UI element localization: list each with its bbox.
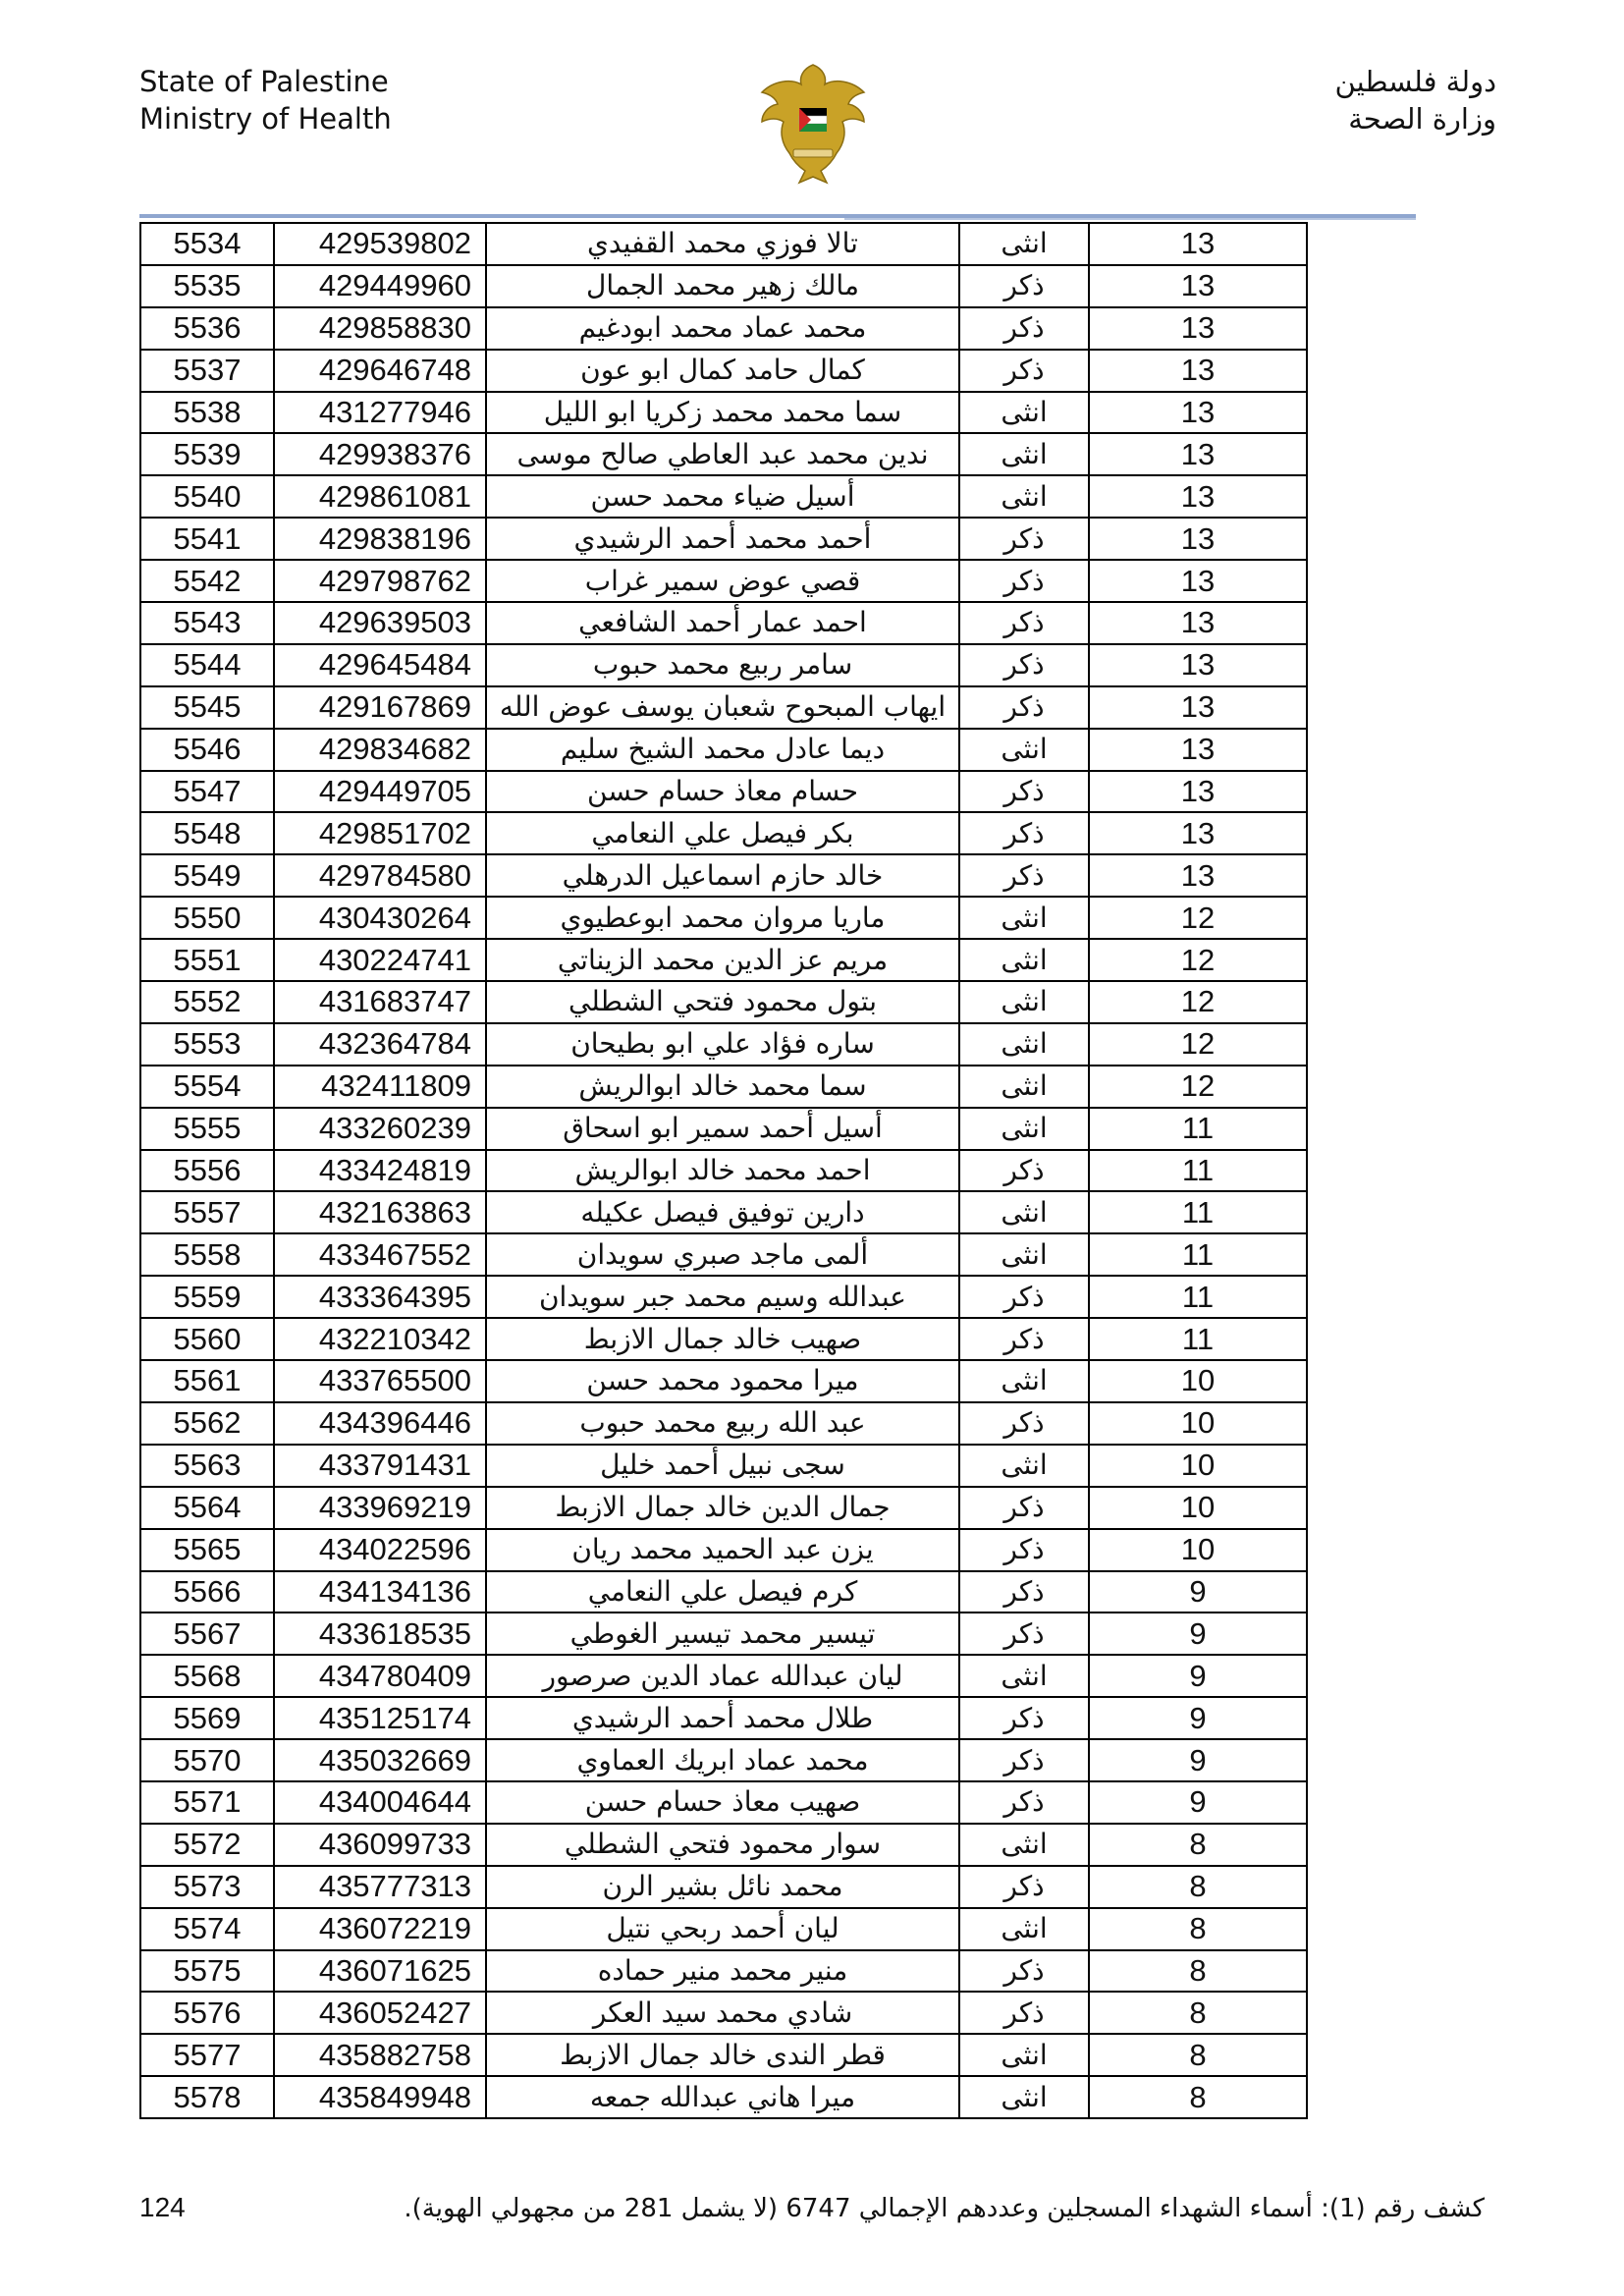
table-row: [140, 518, 1307, 560]
gender-cell: انثى: [959, 1655, 1089, 1697]
table-row: [140, 1866, 1307, 1908]
table-row: [140, 1950, 1307, 1993]
row-number-cell: 5567: [140, 1613, 274, 1655]
row-number-cell: 5552: [140, 981, 274, 1023]
id-number-cell: 433424819: [274, 1150, 486, 1192]
id-number-cell: 432411809: [274, 1066, 486, 1108]
age-cell: 11: [1089, 1276, 1307, 1318]
id-number-cell: 434134136: [274, 1571, 486, 1613]
table-row: [140, 812, 1307, 854]
id-number-cell: 434396446: [274, 1402, 486, 1445]
table-row: [140, 686, 1307, 729]
age-cell: 8: [1089, 1824, 1307, 1866]
full-name-cell: احمد محمد خالد ابوالريش: [486, 1150, 959, 1192]
age-cell: 8: [1089, 2034, 1307, 2076]
age-cell: 13: [1089, 686, 1307, 729]
full-name-cell: سوار محمود فتحي الشطلي: [486, 1824, 959, 1866]
full-name-cell: بتول محمود فتحي الشطلي: [486, 981, 959, 1023]
id-number-cell: 433765500: [274, 1360, 486, 1402]
id-number-cell: 433618535: [274, 1613, 486, 1655]
table-row: [140, 433, 1307, 475]
row-number-cell: 5555: [140, 1108, 274, 1150]
row-number-cell: 5551: [140, 939, 274, 981]
age-cell: 8: [1089, 1992, 1307, 2034]
age-cell: 10: [1089, 1360, 1307, 1402]
header-arabic: [1335, 63, 1496, 137]
id-number-cell: 433969219: [274, 1487, 486, 1529]
table-row: [140, 1066, 1307, 1108]
row-number-cell: 5554: [140, 1066, 274, 1108]
gender-cell: انثى: [959, 1233, 1089, 1276]
full-name-cell: سما محمد محمد زكريا ابو الليل: [486, 392, 959, 434]
table-row: [140, 1276, 1307, 1318]
full-name-cell: سجى نبيل أحمد خليل: [486, 1445, 959, 1487]
gender-cell: ذكر: [959, 1529, 1089, 1571]
full-name-cell: ليان عبدالله عماد الدين صرصور: [486, 1655, 959, 1697]
id-number-cell: 431277946: [274, 392, 486, 434]
table-row: [140, 939, 1307, 981]
row-number-cell: 5539: [140, 433, 274, 475]
age-cell: 13: [1089, 223, 1307, 265]
header-ministry-ar: وزارة الصحة: [1348, 102, 1496, 136]
table-row: [140, 1318, 1307, 1360]
row-number-cell: 5578: [140, 2076, 274, 2118]
full-name-cell: احمد عمار أحمد الشافعي: [486, 602, 959, 644]
row-number-cell: 5564: [140, 1487, 274, 1529]
table-row: [140, 307, 1307, 350]
table-row: [140, 1402, 1307, 1445]
gender-cell: انثى: [959, 1066, 1089, 1108]
gender-cell: ذكر: [959, 350, 1089, 392]
gender-cell: ذكر: [959, 265, 1089, 307]
id-number-cell: 429646748: [274, 350, 486, 392]
table-row: [140, 729, 1307, 771]
row-number-cell: 5575: [140, 1950, 274, 1993]
id-number-cell: 435849948: [274, 2076, 486, 2118]
full-name-cell: أسيل ضياء محمد حسن: [486, 475, 959, 518]
table-row: [140, 1108, 1307, 1150]
row-number-cell: 5572: [140, 1824, 274, 1866]
full-name-cell: شادي محمد سيد العكر: [486, 1992, 959, 2034]
gender-cell: ذكر: [959, 1739, 1089, 1781]
gender-cell: انثى: [959, 223, 1089, 265]
row-number-cell: 5569: [140, 1697, 274, 1739]
gender-cell: انثى: [959, 897, 1089, 939]
full-name-cell: طلال محمد أحمد الرشيدي: [486, 1697, 959, 1739]
age-cell: 9: [1089, 1655, 1307, 1697]
row-number-cell: 5570: [140, 1739, 274, 1781]
age-cell: 11: [1089, 1233, 1307, 1276]
table-row: [140, 1824, 1307, 1866]
age-cell: 12: [1089, 981, 1307, 1023]
id-number-cell: 435882758: [274, 2034, 486, 2076]
footer-note: كشف رقم (1): أسماء الشهداء المسجلين وعددهم الإجمالي 6747 (لا يشمل 281 من مجهولي الهوية).: [404, 2194, 1485, 2223]
header-state-ar: دولة فلسطين: [1334, 65, 1496, 98]
age-cell: 13: [1089, 433, 1307, 475]
age-cell: 13: [1089, 812, 1307, 854]
id-number-cell: 429539802: [274, 223, 486, 265]
martyrs-table: [139, 222, 1308, 2119]
row-number-cell: 5558: [140, 1233, 274, 1276]
id-number-cell: 434780409: [274, 1655, 486, 1697]
full-name-cell: منير محمد منير حماده: [486, 1950, 959, 1993]
id-number-cell: 432163863: [274, 1191, 486, 1233]
palestine-eagle-emblem-icon: [756, 59, 870, 189]
full-name-cell: عبد الله ربيع محمد حبوب: [486, 1402, 959, 1445]
gender-cell: ذكر: [959, 1950, 1089, 1993]
age-cell: 10: [1089, 1529, 1307, 1571]
id-number-cell: 433791431: [274, 1445, 486, 1487]
age-cell: 13: [1089, 307, 1307, 350]
full-name-cell: دارين توفيق فيصل عكيله: [486, 1191, 959, 1233]
table-row: [140, 350, 1307, 392]
age-cell: 10: [1089, 1487, 1307, 1529]
age-cell: 13: [1089, 475, 1307, 518]
table-row: [140, 1233, 1307, 1276]
row-number-cell: 5549: [140, 854, 274, 897]
gender-cell: انثى: [959, 392, 1089, 434]
gender-cell: انثى: [959, 433, 1089, 475]
id-number-cell: 429834682: [274, 729, 486, 771]
age-cell: 12: [1089, 1023, 1307, 1066]
full-name-cell: بكر فيصل علي النعامي: [486, 812, 959, 854]
gender-cell: انثى: [959, 729, 1089, 771]
age-cell: 9: [1089, 1613, 1307, 1655]
full-name-cell: أسيل أحمد سمير ابو اسحاق: [486, 1108, 959, 1150]
full-name-cell: محمد عماد ابريك العماوي: [486, 1739, 959, 1781]
row-number-cell: 5540: [140, 475, 274, 518]
row-number-cell: 5541: [140, 518, 274, 560]
age-cell: 13: [1089, 602, 1307, 644]
gender-cell: انثى: [959, 1908, 1089, 1950]
full-name-cell: أحمد محمد أحمد الرشيدي: [486, 518, 959, 560]
page-number: 124: [139, 2192, 186, 2222]
gender-cell: انثى: [959, 1108, 1089, 1150]
id-number-cell: 429645484: [274, 644, 486, 686]
table-row: [140, 602, 1307, 644]
table-row: [140, 771, 1307, 813]
table-row: [140, 1191, 1307, 1233]
row-number-cell: 5574: [140, 1908, 274, 1950]
row-number-cell: 5534: [140, 223, 274, 265]
row-number-cell: 5559: [140, 1276, 274, 1318]
row-number-cell: 5557: [140, 1191, 274, 1233]
full-name-cell: سامر ربيع محمد حبوب: [486, 644, 959, 686]
row-number-cell: 5573: [140, 1866, 274, 1908]
full-name-cell: حسام معاذ حسام حسن: [486, 771, 959, 813]
full-name-cell: قطر الندى خالد جمال الازبط: [486, 2034, 959, 2076]
age-cell: 8: [1089, 1866, 1307, 1908]
table-row: [140, 644, 1307, 686]
gender-cell: ذكر: [959, 812, 1089, 854]
age-cell: 9: [1089, 1781, 1307, 1824]
gender-cell: انثى: [959, 1824, 1089, 1866]
row-number-cell: 5568: [140, 1655, 274, 1697]
table-row: [140, 2034, 1307, 2076]
id-number-cell: 429784580: [274, 854, 486, 897]
row-number-cell: 5536: [140, 307, 274, 350]
id-number-cell: 434004644: [274, 1781, 486, 1824]
table-row: [140, 1445, 1307, 1487]
row-number-cell: 5577: [140, 2034, 274, 2076]
id-number-cell: 429639503: [274, 602, 486, 644]
table-row: [140, 1613, 1307, 1655]
row-number-cell: 5560: [140, 1318, 274, 1360]
table-row: [140, 1529, 1307, 1571]
header-state: State of Palestine: [139, 65, 389, 98]
gender-cell: انثى: [959, 475, 1089, 518]
gender-cell: ذكر: [959, 1402, 1089, 1445]
full-name-cell: ديما عادل محمد الشيخ سليم: [486, 729, 959, 771]
id-number-cell: 429798762: [274, 560, 486, 602]
age-cell: 11: [1089, 1191, 1307, 1233]
table-row: [140, 1992, 1307, 2034]
age-cell: 8: [1089, 1950, 1307, 1993]
row-number-cell: 5545: [140, 686, 274, 729]
table-row: [140, 560, 1307, 602]
row-number-cell: 5546: [140, 729, 274, 771]
id-number-cell: 436071625: [274, 1950, 486, 1993]
age-cell: 13: [1089, 729, 1307, 771]
full-name-cell: كمال حامد كمال ابو عون: [486, 350, 959, 392]
id-number-cell: 429167869: [274, 686, 486, 729]
table-row: [140, 1571, 1307, 1613]
age-cell: 11: [1089, 1150, 1307, 1192]
id-number-cell: 429858830: [274, 307, 486, 350]
full-name-cell: قصي عوض سمير غراب: [486, 560, 959, 602]
table-row: [140, 392, 1307, 434]
age-cell: 10: [1089, 1445, 1307, 1487]
full-name-cell: مريم عز الدين محمد الزيناتي: [486, 939, 959, 981]
id-number-cell: 429838196: [274, 518, 486, 560]
table-row: [140, 854, 1307, 897]
id-number-cell: 433364395: [274, 1276, 486, 1318]
full-name-cell: محمد عماد محمد ابودغيم: [486, 307, 959, 350]
gender-cell: ذكر: [959, 1866, 1089, 1908]
age-cell: 13: [1089, 265, 1307, 307]
gender-cell: انثى: [959, 939, 1089, 981]
age-cell: 8: [1089, 2076, 1307, 2118]
table-row: [140, 1023, 1307, 1066]
full-name-cell: ميرا محمود محمد حسن: [486, 1360, 959, 1402]
age-cell: 12: [1089, 1066, 1307, 1108]
full-name-cell: يزن عبد الحميد محمد ريان: [486, 1529, 959, 1571]
id-number-cell: 429851702: [274, 812, 486, 854]
gender-cell: ذكر: [959, 644, 1089, 686]
gender-cell: ذكر: [959, 854, 1089, 897]
table-row: [140, 1908, 1307, 1950]
table-row: [140, 1655, 1307, 1697]
age-cell: 8: [1089, 1908, 1307, 1950]
row-number-cell: 5576: [140, 1992, 274, 2034]
gender-cell: ذكر: [959, 686, 1089, 729]
row-number-cell: 5561: [140, 1360, 274, 1402]
gender-cell: ذكر: [959, 1613, 1089, 1655]
gender-cell: انثى: [959, 1023, 1089, 1066]
full-name-cell: صهيب معاذ حسام حسن: [486, 1781, 959, 1824]
gender-cell: ذكر: [959, 1571, 1089, 1613]
id-number-cell: 429449705: [274, 771, 486, 813]
full-name-cell: عبدالله وسيم محمد جبر سويدان: [486, 1276, 959, 1318]
row-number-cell: 5535: [140, 265, 274, 307]
header-ministry: Ministry of Health: [139, 102, 392, 136]
age-cell: 13: [1089, 518, 1307, 560]
full-name-cell: ميرا هاني عبدالله جمعه: [486, 2076, 959, 2118]
gender-cell: انثى: [959, 981, 1089, 1023]
id-number-cell: 429861081: [274, 475, 486, 518]
age-cell: 9: [1089, 1739, 1307, 1781]
gender-cell: ذكر: [959, 560, 1089, 602]
gender-cell: ذكر: [959, 1697, 1089, 1739]
table-row: [140, 1150, 1307, 1192]
full-name-cell: ليان أحمد ربحي نتيل: [486, 1908, 959, 1950]
gender-cell: ذكر: [959, 771, 1089, 813]
table-row: [140, 981, 1307, 1023]
age-cell: 13: [1089, 644, 1307, 686]
row-number-cell: 5565: [140, 1529, 274, 1571]
table-row: [140, 1360, 1307, 1402]
age-cell: 9: [1089, 1571, 1307, 1613]
id-number-cell: 431683747: [274, 981, 486, 1023]
row-number-cell: 5538: [140, 392, 274, 434]
row-number-cell: 5543: [140, 602, 274, 644]
full-name-cell: جمال الدين خالد جمال الازبط: [486, 1487, 959, 1529]
gender-cell: ذكر: [959, 602, 1089, 644]
id-number-cell: 433467552: [274, 1233, 486, 1276]
gender-cell: ذكر: [959, 518, 1089, 560]
id-number-cell: 435125174: [274, 1697, 486, 1739]
table-row: [140, 223, 1307, 265]
gender-cell: انثى: [959, 1360, 1089, 1402]
full-name-cell: ايهاب المبحوح شعبان يوسف عوض الله: [486, 686, 959, 729]
age-cell: 9: [1089, 1697, 1307, 1739]
row-number-cell: 5550: [140, 897, 274, 939]
full-name-cell: خالد حازم اسماعيل الدرهلي: [486, 854, 959, 897]
full-name-cell: ساره فؤاد علي ابو بطيحان: [486, 1023, 959, 1066]
gender-cell: ذكر: [959, 1781, 1089, 1824]
age-cell: 10: [1089, 1402, 1307, 1445]
table-row: [140, 265, 1307, 307]
full-name-cell: كرم فيصل علي النعامي: [486, 1571, 959, 1613]
gender-cell: ذكر: [959, 1276, 1089, 1318]
table-row: [140, 1697, 1307, 1739]
row-number-cell: 5566: [140, 1571, 274, 1613]
row-number-cell: 5553: [140, 1023, 274, 1066]
row-number-cell: 5571: [140, 1781, 274, 1824]
gender-cell: ذكر: [959, 1150, 1089, 1192]
gender-cell: انثى: [959, 1445, 1089, 1487]
row-number-cell: 5547: [140, 771, 274, 813]
gender-cell: ذكر: [959, 1992, 1089, 2034]
full-name-cell: ألمى ماجد صبري سويدان: [486, 1233, 959, 1276]
id-number-cell: 434022596: [274, 1529, 486, 1571]
id-number-cell: 429938376: [274, 433, 486, 475]
header-english: [139, 63, 392, 137]
age-cell: 12: [1089, 897, 1307, 939]
row-number-cell: 5548: [140, 812, 274, 854]
id-number-cell: 436052427: [274, 1992, 486, 2034]
table-row: [140, 475, 1307, 518]
full-name-cell: تيسير محمد تيسير الغوطي: [486, 1613, 959, 1655]
full-name-cell: محمد نائل بشير الرن: [486, 1866, 959, 1908]
id-number-cell: 430224741: [274, 939, 486, 981]
row-number-cell: 5556: [140, 1150, 274, 1192]
full-name-cell: صهيب خالد جمال الازبط: [486, 1318, 959, 1360]
age-cell: 13: [1089, 560, 1307, 602]
gender-cell: ذكر: [959, 1318, 1089, 1360]
age-cell: 13: [1089, 350, 1307, 392]
id-number-cell: 432210342: [274, 1318, 486, 1360]
gender-cell: ذكر: [959, 307, 1089, 350]
table-row: [140, 1739, 1307, 1781]
table-row: [140, 2076, 1307, 2118]
id-number-cell: 433260239: [274, 1108, 486, 1150]
gender-cell: ذكر: [959, 1487, 1089, 1529]
id-number-cell: 430430264: [274, 897, 486, 939]
full-name-cell: تالا فوزي محمد القفيدي: [486, 223, 959, 265]
gender-cell: انثى: [959, 1191, 1089, 1233]
age-cell: 13: [1089, 771, 1307, 813]
row-number-cell: 5563: [140, 1445, 274, 1487]
id-number-cell: 432364784: [274, 1023, 486, 1066]
id-number-cell: 436099733: [274, 1824, 486, 1866]
full-name-cell: مالك زهير محمد الجمال: [486, 265, 959, 307]
age-cell: 11: [1089, 1108, 1307, 1150]
row-number-cell: 5562: [140, 1402, 274, 1445]
table-row: [140, 897, 1307, 939]
age-cell: 11: [1089, 1318, 1307, 1360]
id-number-cell: 429449960: [274, 265, 486, 307]
row-number-cell: 5544: [140, 644, 274, 686]
header-rule-shadow: [844, 218, 1416, 220]
full-name-cell: ندين محمد عبد العاطي صالح موسى: [486, 433, 959, 475]
id-number-cell: 435777313: [274, 1866, 486, 1908]
table-row: [140, 1487, 1307, 1529]
id-number-cell: 436072219: [274, 1908, 486, 1950]
row-number-cell: 5542: [140, 560, 274, 602]
age-cell: 12: [1089, 939, 1307, 981]
full-name-cell: ماريا مروان محمد ابوعطيوي: [486, 897, 959, 939]
gender-cell: انثى: [959, 2034, 1089, 2076]
age-cell: 13: [1089, 392, 1307, 434]
full-name-cell: سما محمد خالد ابوالريش: [486, 1066, 959, 1108]
id-number-cell: 435032669: [274, 1739, 486, 1781]
table-row: [140, 1781, 1307, 1824]
age-cell: 13: [1089, 854, 1307, 897]
row-number-cell: 5537: [140, 350, 274, 392]
gender-cell: انثى: [959, 2076, 1089, 2118]
